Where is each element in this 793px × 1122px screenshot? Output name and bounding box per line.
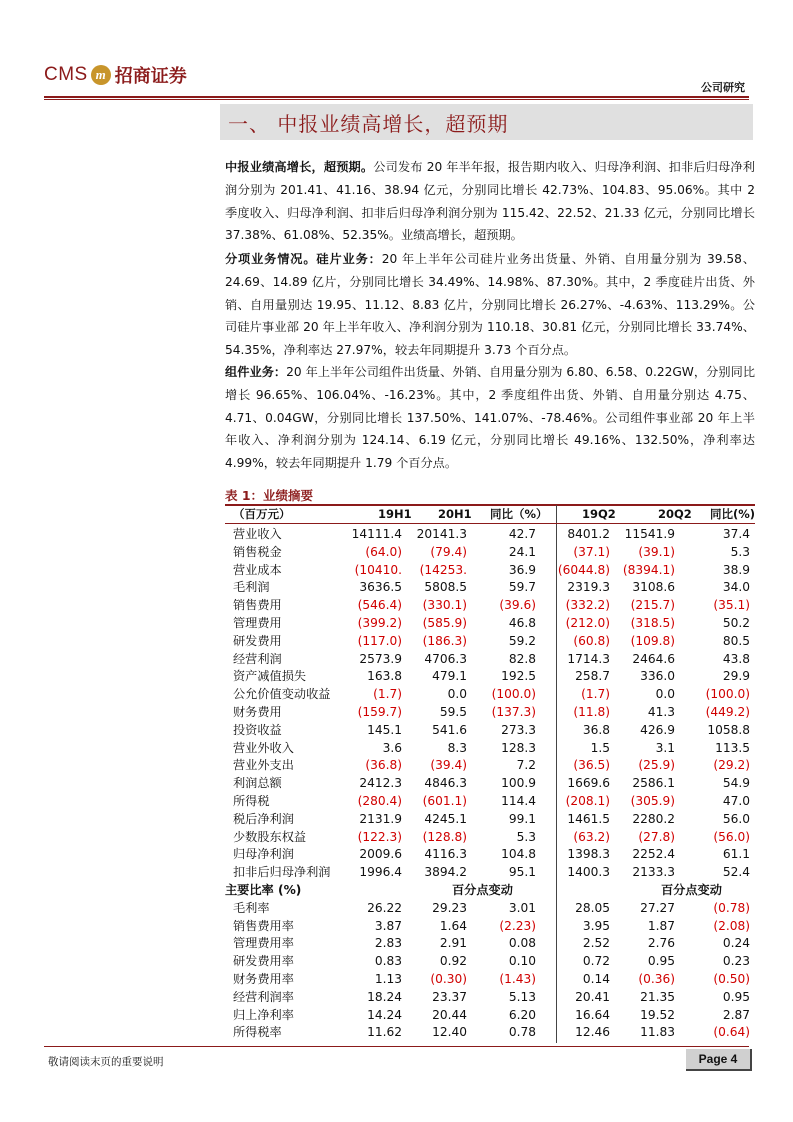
table-row bbox=[225, 633, 755, 651]
row-label: 研发费用 bbox=[233, 633, 282, 648]
cell-value: 0.95 bbox=[722, 989, 750, 1004]
cell-value: (215.7) bbox=[630, 598, 675, 613]
cell-value: 5.3 bbox=[516, 829, 536, 844]
logo-text-cn: 招商证券 bbox=[114, 66, 187, 87]
cell-value: 2464.6 bbox=[632, 651, 675, 666]
table-header-20h1: 20H1 bbox=[438, 507, 472, 521]
row-label: 销售费用率 bbox=[233, 918, 294, 933]
page-number: Page 4 bbox=[686, 1049, 752, 1071]
header-divider bbox=[44, 96, 749, 98]
cell-value: (79.4) bbox=[430, 544, 467, 559]
cell-value: (100.0) bbox=[705, 687, 750, 702]
table-row bbox=[225, 864, 755, 882]
cell-value: (39.1) bbox=[638, 544, 675, 559]
cell-value: (36.8) bbox=[365, 758, 402, 773]
cell-value: 2412.3 bbox=[359, 776, 402, 791]
table-row bbox=[225, 757, 755, 775]
cell-value: 82.8 bbox=[508, 651, 536, 666]
cell-value: (39.4) bbox=[430, 758, 467, 773]
table-row bbox=[225, 775, 755, 793]
row-label: 营业外支出 bbox=[233, 758, 294, 773]
cell-value: 21.35 bbox=[640, 989, 675, 1004]
logo-badge-icon: m bbox=[91, 65, 111, 85]
cell-value: 0.0 bbox=[447, 687, 467, 702]
cell-value: 36.8 bbox=[582, 722, 610, 737]
cell-value: 2133.3 bbox=[632, 865, 675, 880]
table-header-20q2: 20Q2 bbox=[658, 507, 692, 521]
cell-value: 5.13 bbox=[508, 989, 536, 1004]
cell-value: (1.43) bbox=[499, 972, 536, 986]
table-row bbox=[225, 562, 755, 580]
table-row bbox=[225, 953, 755, 971]
table-row bbox=[225, 1007, 755, 1025]
row-label: 税后净利润 bbox=[233, 811, 294, 826]
cell-value: (56.0) bbox=[713, 829, 750, 844]
table-row bbox=[225, 846, 755, 864]
cell-value: 192.5 bbox=[501, 669, 536, 684]
cell-value: 26.22 bbox=[367, 900, 402, 915]
cell-value: 3894.2 bbox=[424, 865, 467, 880]
table-row bbox=[225, 668, 755, 686]
table-row bbox=[225, 971, 755, 989]
table-row bbox=[225, 740, 755, 758]
cell-value: (546.4) bbox=[357, 598, 402, 613]
cell-value: (399.2) bbox=[357, 616, 402, 630]
cell-value: 59.7 bbox=[508, 580, 536, 595]
cell-value: 2.83 bbox=[374, 936, 402, 951]
cell-value: 11541.9 bbox=[624, 527, 675, 541]
cell-value: 1.64 bbox=[439, 918, 467, 933]
cell-value: 14.24 bbox=[367, 1007, 402, 1022]
table-row bbox=[225, 918, 755, 936]
table-row bbox=[225, 935, 755, 953]
header-divider-thin bbox=[44, 99, 749, 100]
cell-value: 2573.9 bbox=[359, 651, 402, 666]
cell-value: (186.3) bbox=[422, 633, 467, 648]
table-row bbox=[225, 526, 755, 544]
paragraph-3 bbox=[225, 361, 755, 475]
cell-value: 0.92 bbox=[439, 954, 467, 969]
cell-value: 95.1 bbox=[508, 865, 536, 880]
cell-value: 43.8 bbox=[722, 651, 750, 666]
table-row bbox=[225, 704, 755, 722]
table-row bbox=[225, 579, 755, 597]
cell-value: 7.2 bbox=[516, 758, 536, 773]
cell-value: (100.0) bbox=[491, 687, 536, 702]
row-label: 销售费用 bbox=[233, 598, 282, 613]
cell-value: (159.7) bbox=[357, 705, 402, 719]
row-label: 营业成本 bbox=[233, 562, 282, 577]
cell-value: 4706.3 bbox=[424, 651, 467, 666]
table-row bbox=[225, 793, 755, 811]
footer-divider bbox=[44, 1046, 749, 1047]
row-label: 所得税率 bbox=[233, 1025, 282, 1040]
cell-value: 5808.5 bbox=[424, 580, 467, 595]
cell-value: (11.8) bbox=[573, 705, 610, 719]
cell-value: (318.5) bbox=[630, 616, 675, 630]
footer-disclaimer: 敬请阅读末页的重要说明 bbox=[48, 1056, 164, 1068]
cell-value: 2009.6 bbox=[359, 847, 402, 862]
table-header-rule bbox=[225, 523, 755, 524]
table-row bbox=[225, 544, 755, 562]
row-label: 营业外收入 bbox=[233, 740, 294, 755]
cell-value: 20.44 bbox=[432, 1007, 467, 1022]
table-title: 表 1：业绩摘要 bbox=[225, 488, 314, 503]
cell-value: 0.24 bbox=[722, 936, 750, 951]
cell-value: 8401.2 bbox=[567, 527, 610, 541]
cell-value: (305.9) bbox=[630, 794, 675, 808]
cell-value: 2319.3 bbox=[567, 580, 610, 595]
cell-value: 29.9 bbox=[722, 669, 750, 684]
cell-value: 1400.3 bbox=[567, 865, 610, 880]
cell-value: 4846.3 bbox=[424, 776, 467, 791]
row-label: 毛利率 bbox=[233, 900, 270, 915]
cell-value: 541.6 bbox=[432, 722, 467, 737]
logo-text-en: CMS bbox=[44, 64, 88, 85]
paragraph-text: 20 年上半年公司组件出货量、外销、自用量分别为 6.80、6.58、0.22GW，分别同比增长 96.65%、106.04%、-16.23%。其中，2 季度组件出货、外销、自用量分别达 4.75、4.71、0.04GW，分别同比增长 137.50%、141.07%、-78.46%。公司组件事业部 20 年上半年收入、净利润分别为 124.14、6.19 亿元，分别同比增长 49.16%、132.50%，净利率达 4.99%，较去年同期提升 1.79 个百分点。 bbox=[225, 365, 756, 471]
cell-value: 1714.3 bbox=[567, 651, 610, 666]
cell-value: (35.1) bbox=[713, 598, 750, 613]
cell-value: 4245.1 bbox=[424, 811, 467, 826]
cell-value: 2280.2 bbox=[632, 811, 675, 826]
cell-value: 1.5 bbox=[590, 740, 610, 755]
cell-value: 1.13 bbox=[374, 972, 402, 986]
ratio-header-h1: 百分点变动 bbox=[452, 883, 513, 897]
row-label: 研发费用率 bbox=[233, 954, 294, 969]
row-label: 归上净利率 bbox=[233, 1007, 294, 1022]
cell-value: 479.1 bbox=[432, 669, 467, 684]
cell-value: 4116.3 bbox=[424, 847, 467, 862]
cell-value: 61.1 bbox=[722, 847, 750, 862]
cell-value: 28.05 bbox=[575, 900, 610, 915]
cell-value: (0.30) bbox=[430, 972, 467, 986]
cell-value: 0.14 bbox=[582, 972, 610, 986]
cell-value: 3636.5 bbox=[359, 580, 402, 595]
row-label: 毛利润 bbox=[233, 580, 270, 595]
cell-value: 163.8 bbox=[367, 669, 402, 684]
table-header-19q2: 19Q2 bbox=[582, 507, 616, 521]
cell-value: 11.62 bbox=[367, 1025, 402, 1040]
cell-value: 59.5 bbox=[439, 705, 467, 719]
cell-value: 3.1 bbox=[655, 740, 675, 755]
table-row bbox=[225, 829, 755, 847]
paragraph-lead: 中报业绩高增长，超预期。 bbox=[225, 160, 374, 174]
row-label: 财务费用率 bbox=[233, 972, 294, 986]
cell-value: (39.6) bbox=[499, 598, 536, 613]
cell-value: 3.87 bbox=[374, 918, 402, 933]
row-label: 营业收入 bbox=[233, 527, 282, 541]
cell-value: 14111.4 bbox=[351, 527, 402, 541]
cell-value: (2.23) bbox=[499, 918, 536, 933]
cell-value: 24.1 bbox=[508, 544, 536, 559]
cell-value: 114.4 bbox=[501, 794, 536, 808]
table-row bbox=[225, 811, 755, 829]
cell-value: 2.52 bbox=[582, 936, 610, 951]
table-row bbox=[225, 615, 755, 633]
cell-value: (10410. bbox=[354, 562, 402, 577]
cell-value: (29.2) bbox=[713, 758, 750, 773]
cell-value: (601.1) bbox=[422, 794, 467, 808]
cell-value: (280.4) bbox=[357, 794, 402, 808]
ratio-header-label: 主要比率 (%) bbox=[225, 883, 302, 897]
row-label: 销售税金 bbox=[233, 544, 282, 559]
section-title: 一、 中报业绩高增长，超预期 bbox=[228, 111, 509, 136]
cell-value: (27.8) bbox=[638, 829, 675, 844]
cell-value: (60.8) bbox=[573, 633, 610, 648]
row-label: 资产减值损失 bbox=[233, 669, 307, 684]
cell-value: (0.78) bbox=[713, 900, 750, 915]
row-label: 管理费用 bbox=[233, 616, 282, 630]
cell-value: 27.27 bbox=[640, 900, 675, 915]
cell-value: (117.0) bbox=[357, 633, 402, 648]
table-header-unit: （百万元） bbox=[233, 507, 291, 521]
cell-value: (6044.8) bbox=[557, 562, 610, 577]
cell-value: 59.2 bbox=[508, 633, 536, 648]
section-tag: 公司研究 bbox=[701, 81, 745, 94]
cell-value: 56.0 bbox=[722, 811, 750, 826]
cell-value: 18.24 bbox=[367, 989, 402, 1004]
table-row bbox=[225, 989, 755, 1007]
cell-value: (109.8) bbox=[630, 633, 675, 648]
cell-value: (2.08) bbox=[713, 918, 750, 933]
cell-value: (122.3) bbox=[357, 829, 402, 844]
row-label: 财务费用 bbox=[233, 705, 282, 719]
table-header-yoy-h1: 同比（%） bbox=[490, 507, 548, 521]
cell-value: 42.7 bbox=[508, 527, 536, 541]
logo bbox=[44, 60, 187, 90]
cell-value: 23.37 bbox=[432, 989, 467, 1004]
cell-value: 12.40 bbox=[432, 1025, 467, 1040]
cell-value: (0.64) bbox=[713, 1025, 750, 1040]
cell-value: 11.83 bbox=[640, 1025, 675, 1040]
cell-value: 5.3 bbox=[730, 544, 750, 559]
row-label: 公允价值变动收益 bbox=[233, 687, 331, 702]
table-header-19h1: 19H1 bbox=[378, 507, 412, 521]
cell-value: 336.0 bbox=[640, 669, 675, 684]
table-row bbox=[225, 651, 755, 669]
cell-value: (0.36) bbox=[638, 972, 675, 986]
cell-value: (137.3) bbox=[491, 705, 536, 719]
cell-value: 29.23 bbox=[432, 900, 467, 915]
row-label: 利润总额 bbox=[233, 776, 282, 791]
cell-value: (8394.1) bbox=[622, 562, 675, 577]
cell-value: 3108.6 bbox=[632, 580, 675, 595]
cell-value: 16.64 bbox=[575, 1007, 610, 1022]
cell-value: (128.8) bbox=[422, 829, 467, 844]
cell-value: 100.9 bbox=[501, 776, 536, 791]
cell-value: (585.9) bbox=[422, 616, 467, 630]
cell-value: 1461.5 bbox=[567, 811, 610, 826]
cell-value: (1.7) bbox=[373, 687, 402, 702]
cell-value: 145.1 bbox=[367, 722, 402, 737]
paragraph-text: 公司发布 20 年半年报，报告期内收入、归母净利润、扣非后归母净利润分别为 201.41、41.16、38.94 亿元，分别同比增长 42.73%、104.83、95.06%。其中 2 季度收入、归母净利润、扣非后归母净利润分别为 115.42、22.52、21.33 亿元，分别同比增长 37.38%、61.08%、52.35%。业绩高增长，超预期。 bbox=[225, 160, 755, 243]
table-row bbox=[225, 722, 755, 740]
section-heading bbox=[220, 104, 753, 140]
cell-value: 0.08 bbox=[508, 936, 536, 951]
cell-value: 0.83 bbox=[374, 954, 402, 969]
cell-value: 99.1 bbox=[508, 811, 536, 826]
cell-value: 6.20 bbox=[508, 1007, 536, 1022]
cell-value: (332.2) bbox=[565, 598, 610, 613]
row-label: 经营利润率 bbox=[233, 989, 294, 1004]
table-row bbox=[225, 597, 755, 615]
cell-value: (63.2) bbox=[573, 829, 610, 844]
cell-value: 37.4 bbox=[722, 527, 750, 541]
cell-value: 2.76 bbox=[647, 936, 675, 951]
cell-value: 41.3 bbox=[647, 705, 675, 719]
cell-value: (0.50) bbox=[713, 972, 750, 986]
table-row bbox=[225, 1024, 755, 1042]
cell-value: 54.9 bbox=[722, 776, 750, 791]
cell-value: (37.1) bbox=[573, 544, 610, 559]
cell-value: 0.78 bbox=[508, 1025, 536, 1040]
cell-value: 104.8 bbox=[501, 847, 536, 862]
paragraph-1 bbox=[225, 156, 755, 247]
cell-value: 46.8 bbox=[508, 616, 536, 630]
cell-value: (14253. bbox=[419, 562, 467, 577]
cell-value: 3.01 bbox=[508, 900, 536, 915]
row-label: 归母净利润 bbox=[233, 847, 294, 862]
table-header-yoy-q2: 同比(%) bbox=[710, 507, 756, 521]
paragraph-lead: 组件业务： bbox=[225, 365, 287, 379]
cell-value: 1058.8 bbox=[707, 722, 750, 737]
row-label: 管理费用率 bbox=[233, 936, 294, 951]
cell-value: 273.3 bbox=[501, 722, 536, 737]
table-row bbox=[225, 686, 755, 704]
cell-value: 2.91 bbox=[439, 936, 467, 951]
cell-value: 36.9 bbox=[508, 562, 536, 577]
cell-value: 0.72 bbox=[582, 954, 610, 969]
cell-value: 1669.6 bbox=[567, 776, 610, 791]
cell-value: 3.95 bbox=[582, 918, 610, 933]
cell-value: 0.23 bbox=[722, 954, 750, 969]
cell-value: (330.1) bbox=[422, 598, 467, 613]
cell-value: (449.2) bbox=[705, 705, 750, 719]
cell-value: (208.1) bbox=[565, 794, 610, 808]
cell-value: (1.7) bbox=[581, 687, 610, 702]
cell-value: 1398.3 bbox=[567, 847, 610, 862]
cell-value: 0.95 bbox=[647, 954, 675, 969]
cell-value: 2131.9 bbox=[359, 811, 402, 826]
paragraph-lead: 分项业务情况。硅片业务： bbox=[225, 252, 382, 266]
cell-value: 3.6 bbox=[382, 740, 402, 755]
cell-value: (36.5) bbox=[573, 758, 610, 773]
table-row bbox=[225, 900, 755, 918]
cell-value: 426.9 bbox=[640, 722, 675, 737]
cell-value: 0.0 bbox=[655, 687, 675, 702]
cell-value: 2586.1 bbox=[632, 776, 675, 791]
cell-value: 0.10 bbox=[508, 954, 536, 969]
cell-value: 1.87 bbox=[647, 918, 675, 933]
cell-value: 38.9 bbox=[722, 562, 750, 577]
cell-value: 20141.3 bbox=[416, 527, 467, 541]
cell-value: 50.2 bbox=[722, 616, 750, 630]
cell-value: 19.52 bbox=[640, 1007, 675, 1022]
cell-value: 258.7 bbox=[575, 669, 610, 684]
cell-value: 1996.4 bbox=[359, 865, 402, 880]
ratio-header-row bbox=[225, 882, 755, 900]
ratio-header-q2: 百分点变动 bbox=[661, 883, 722, 897]
row-label: 扣非后归母净利润 bbox=[233, 865, 331, 880]
paragraph-text: 20 年上半年公司硅片业务出货量、外销、自用量分别为 39.58、24.69、14.89 亿片，分别同比增长 34.49%、14.98%、87.30%。其中，2 季度硅片出货、外销、自用量别达 19.95、11.12、8.83 亿片，分别同比增长 26.27%、-4.63%、113.29%。公司硅片事业部 20 年上半年收入、净利润分别为 110.18、30.81 亿元，分别同比增长 33.74%、54.35%，净利率达 27.97%，较去年同期提升 3.73 个百分点。 bbox=[225, 252, 755, 358]
row-label: 少数股东权益 bbox=[233, 829, 307, 844]
cell-value: 20.41 bbox=[575, 989, 610, 1004]
paragraph-2 bbox=[225, 248, 755, 362]
cell-value: 52.4 bbox=[722, 865, 750, 880]
cell-value: 80.5 bbox=[722, 633, 750, 648]
cell-value: (25.9) bbox=[638, 758, 675, 773]
cell-value: 34.0 bbox=[722, 580, 750, 595]
cell-value: 113.5 bbox=[715, 740, 750, 755]
cell-value: 47.0 bbox=[722, 794, 750, 808]
cell-value: 2.87 bbox=[722, 1007, 750, 1022]
cell-value: (212.0) bbox=[565, 616, 610, 630]
cell-value: 12.46 bbox=[575, 1025, 610, 1040]
cell-value: (64.0) bbox=[365, 544, 402, 559]
cell-value: 8.3 bbox=[447, 740, 467, 755]
row-label: 经营利润 bbox=[233, 651, 282, 666]
cell-value: 2252.4 bbox=[632, 847, 675, 862]
cell-value: 128.3 bbox=[501, 740, 536, 755]
row-label: 投资收益 bbox=[233, 722, 282, 737]
row-label: 所得税 bbox=[233, 794, 270, 808]
